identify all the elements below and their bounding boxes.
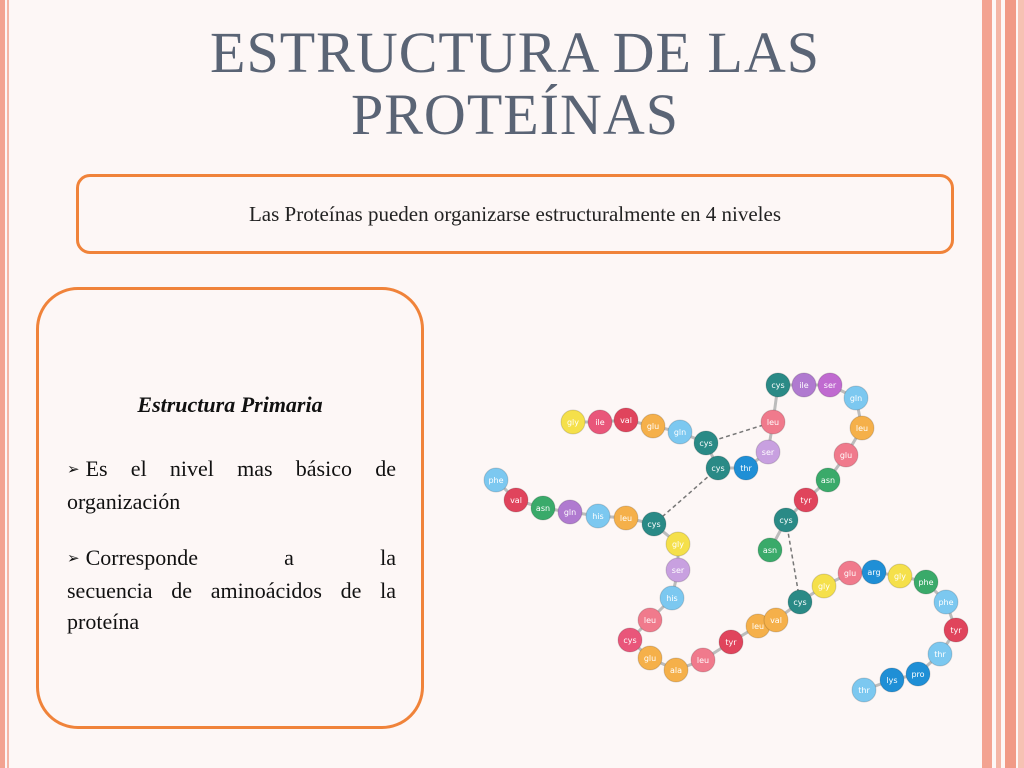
residue-label: gly: [817, 582, 831, 591]
residue-label: asn: [535, 504, 551, 513]
residue-label: thr: [934, 650, 946, 659]
intro-box: [76, 174, 954, 254]
left-decor-stripe: [0, 0, 5, 768]
right-decor-stripe-2: [996, 0, 1001, 768]
residue-label: cys: [779, 516, 793, 525]
right-decor-stripe-3: [1005, 0, 1016, 768]
right-decor-stripe-4: [1018, 0, 1024, 768]
slide-title-line-1: ESTRUCTURA DE LAS: [210, 20, 820, 85]
residue-label: arg: [867, 568, 881, 577]
residue-label: his: [666, 594, 678, 603]
residue-label: ile: [595, 418, 605, 427]
residue-label: gly: [893, 572, 907, 581]
residue-label: his: [592, 512, 604, 521]
arrow-bullet-icon: ➢: [67, 462, 80, 478]
residue-label: tyr: [800, 496, 812, 505]
residue-label: pro: [911, 670, 925, 679]
primary-structure-heading: Estructura Primaria: [137, 392, 323, 417]
residue-label: phe: [918, 578, 934, 587]
residue-label: ile: [799, 381, 809, 390]
residue-label: asn: [762, 546, 778, 555]
residue-label: thr: [858, 686, 870, 695]
residue-label: cys: [699, 439, 713, 448]
residue-label: phe: [938, 598, 954, 607]
residue-label: leu: [696, 656, 710, 665]
bullet-first-line: [67, 542, 396, 575]
residue-label: ser: [823, 381, 837, 390]
arrow-bullet-icon: ➢: [67, 551, 80, 567]
residue-label: leu: [751, 622, 765, 631]
residue-label: ser: [761, 448, 775, 457]
residue-label: cys: [711, 464, 725, 473]
residue-label: cys: [647, 520, 661, 529]
residue-label: glu: [643, 654, 657, 663]
residue-label: cys: [793, 598, 807, 607]
residue-label: ser: [671, 566, 685, 575]
residue-label: leu: [855, 424, 869, 433]
residue-label: gln: [849, 394, 863, 403]
residue-label: val: [620, 416, 632, 425]
residue-label: asn: [820, 476, 836, 485]
bullet-text: Es el nivel mas básico de organización: [67, 456, 396, 514]
bullet-item-basic-level: [67, 453, 396, 517]
bullet-word: a: [284, 545, 294, 570]
disulfide-bond: [654, 468, 718, 524]
residue-label: thr: [740, 464, 752, 473]
residue-label: glu: [843, 569, 857, 578]
residue-label: gln: [673, 428, 687, 437]
residue-label: gly: [566, 418, 580, 427]
slide-title: [100, 22, 930, 146]
residue-label: glu: [839, 451, 853, 460]
residue-label: val: [510, 496, 522, 505]
residue-label: cys: [771, 381, 785, 390]
bullet-word: la: [380, 545, 396, 570]
residue-label: leu: [643, 616, 657, 625]
right-decor-stripe-1: [982, 0, 992, 768]
residue-label: cys: [623, 636, 637, 645]
bullet-word-group: [67, 542, 198, 575]
residue-label: leu: [766, 418, 780, 427]
residue-beads: [484, 373, 968, 702]
residue-label: phe: [488, 476, 504, 485]
slide-title-line-2: PROTEÍNAS: [350, 82, 680, 147]
left-decor-stripe-thin: [7, 0, 9, 768]
amino-acid-chain-figure: [478, 340, 978, 720]
primary-structure-box: [36, 287, 424, 729]
residue-label: gln: [563, 508, 577, 517]
bullet-word: Corresponde: [85, 545, 198, 570]
residue-label: tyr: [725, 638, 737, 647]
residue-label: ala: [669, 666, 683, 675]
residue-label: tyr: [950, 626, 962, 635]
bullet-item-sequence: [67, 542, 396, 637]
residue-label: gly: [671, 540, 685, 549]
intro-text: Las Proteínas pueden organizarse estructuralmente en 4 niveles: [248, 201, 781, 226]
residue-label: lys: [886, 676, 898, 685]
residue-label: val: [770, 616, 782, 625]
residue-label: leu: [619, 514, 633, 523]
residue-label: glu: [646, 422, 660, 431]
bullet-text-rest: secuencia de aminoácidos de la proteína: [67, 578, 396, 634]
